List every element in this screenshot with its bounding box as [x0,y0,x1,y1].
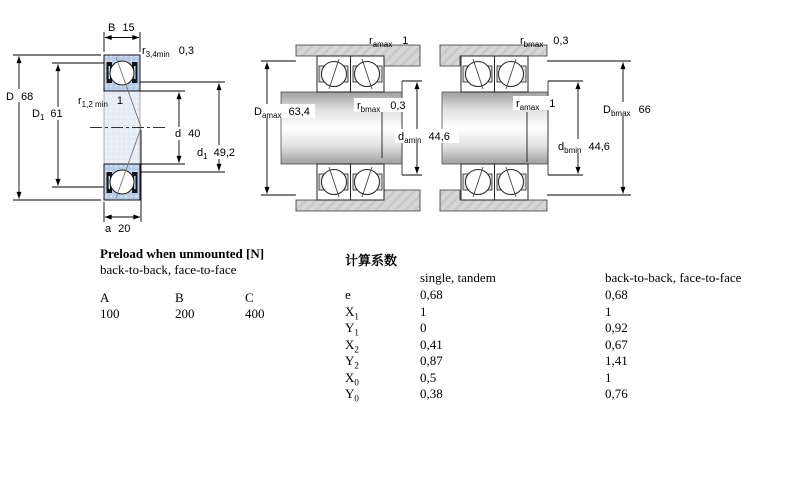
bearing-pair-top [461,56,528,92]
dim-label-Damax: $D_{amax}$ 63,4 [254,106,310,120]
dim-label-ramax-right: $r_{amax}$ 1 [516,98,556,112]
factor-row: e [345,287,351,302]
preload-value-b: 200 [175,306,195,321]
preload-subtitle: back-to-back, face-to-face [100,262,237,277]
dim-label-B: B 15 [108,22,135,34]
dim-label-D1: $D_1$ 61 [32,108,63,122]
factor-value-single: 0,41 [420,336,443,352]
factor-value-single: 0 [420,320,427,335]
preload-col-a: A [100,290,110,305]
dim-label-dbmin: $d_{bmin}$ 44,6 [558,141,610,155]
dim-label-ramax-mid: $r_{amax}$ 1 [369,35,409,49]
factor-row: $Y_2$ [345,353,359,371]
factor-row: $Y_1$ [345,320,359,338]
factor-value-single: 0,68 [420,287,443,302]
dim-label-r12: $r_{1,2 min}$ 1 [78,95,124,109]
bearing-pair-top [317,56,384,92]
calculation-factors-table [345,250,795,410]
dim-label-rbmax-right: $r_{bmax}$ 0,3 [520,35,569,49]
factor-value-single: 0,38 [420,386,443,401]
factor-value-paired: 0,68 [605,287,628,302]
factor-row: $X_0$ [345,369,359,388]
dim-label-r34: $r_{3,4min}$ 0,3 [142,45,194,59]
arrangement-drawing-housing-side [440,45,631,211]
factor-value-paired: 1 [605,369,612,385]
factor-value-paired: 1,41 [605,353,628,368]
arrangement-drawing-shaft-side [261,45,422,211]
dim-label-damin: $d_{amin}$ 44,6 [398,131,450,145]
factor-value-paired: 0,67 [605,336,628,352]
factor-value-paired: 1 [605,303,612,319]
dim-label-rbmax-mid: $r_{bmax}$ 0,3 [357,100,406,114]
factors-col-paired: back-to-back, face-to-face [605,270,742,285]
preload-value-a: 100 [100,306,120,321]
dim-label-d1: $d_1$ 49,2 [197,147,235,161]
dim-label-Dbmax: $D_{bmax}$ 66 [603,104,651,118]
factor-row: $X_2$ [345,336,359,355]
dim-label-D: D 68 [6,91,34,103]
factor-value-single: 0,5 [420,369,437,385]
factor-value-paired: 0,92 [605,320,628,335]
factor-value-single: 0,87 [420,353,443,368]
factors-title: 计算系数 [345,253,398,268]
factor-row: $Y_0$ [345,386,359,404]
factors-col-single: single, tandem [420,270,496,285]
preload-table [100,246,330,336]
preload-col-b: B [175,290,184,305]
factor-value-single: 1 [420,303,427,319]
factor-row: $X_1$ [345,303,359,322]
dim-label-d: d 40 [175,128,201,140]
preload-title: Preload when unmounted [N] [100,246,265,261]
single-bearing-cross-section [90,55,166,200]
dim-label-a: a 20 [105,223,131,235]
bearing-pair-bottom [461,164,528,200]
bearing-pair-bottom [317,164,384,200]
preload-value-c: 400 [245,306,265,321]
factor-value-paired: 0,76 [605,386,628,401]
preload-col-c: C [245,290,254,305]
